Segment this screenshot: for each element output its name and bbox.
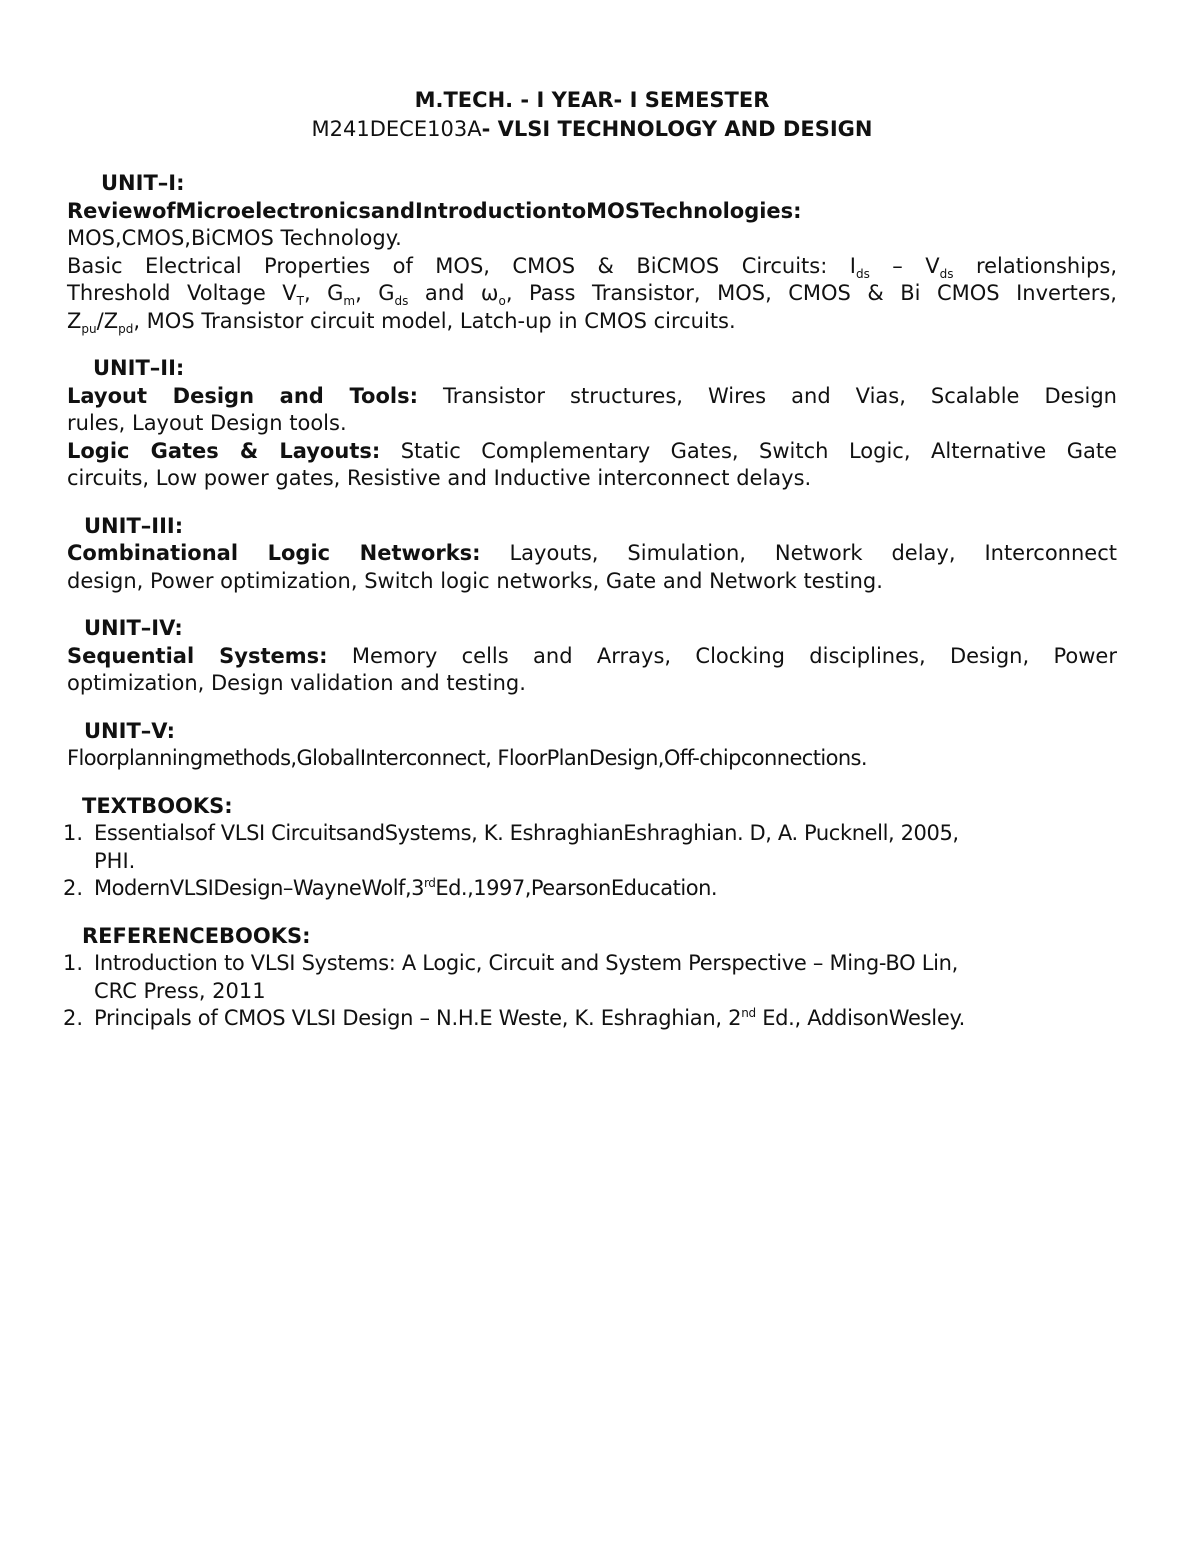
- unit-line: [67, 280, 1117, 308]
- subscript: o: [498, 294, 506, 309]
- text: ModernVLSIDesign–WayneWolf,3: [94, 876, 424, 900]
- text: PHI.: [94, 848, 136, 873]
- list-item: [63, 875, 1117, 903]
- course-code: M241DECE103A: [311, 117, 482, 141]
- unit-heading: UNIT–V:: [84, 718, 175, 743]
- subscript: m: [343, 294, 356, 309]
- unit-heading: UNIT–I:: [101, 171, 185, 195]
- text: Basic Electrical Properties of MOS, CMOS & BiCMOS Circuits: I: [67, 253, 856, 278]
- subscript: ds: [855, 266, 870, 281]
- list-item: [63, 950, 1117, 1005]
- text: Z: [67, 308, 82, 333]
- text: , G: [303, 281, 344, 305]
- syllabus-page: [63, 86, 1117, 1033]
- text: Introduction to VLSI Systems: A Logic, Circuit and System Perspective – Ming-BO Lin,: [94, 951, 959, 975]
- superscript: rd: [423, 876, 436, 890]
- subscript: ds: [939, 266, 954, 281]
- text: Ed.,1997,PearsonEducation.: [435, 876, 718, 900]
- unit-line: [67, 643, 1117, 671]
- subscript: pd: [118, 321, 134, 336]
- text: Principals of CMOS VLSI Design – N.H.E Weste, K. Eshraghian, 2: [94, 1006, 742, 1030]
- list-number: 1.: [63, 821, 84, 845]
- text: Threshold Voltage V: [67, 281, 297, 305]
- section-heading: TEXTBOOKS:: [82, 793, 233, 818]
- text: Ed., AddisonWesley.: [755, 1006, 965, 1030]
- unit-topic: ReviewofMicroelectronicsandIntroductiontoMOSTechnologies:: [67, 198, 802, 223]
- topic-title: Combinational Logic Networks:: [67, 541, 481, 565]
- text: Memory cells and Arrays, Clocking disciplines, Design, Power: [327, 643, 1117, 668]
- unit-line: circuits, Low power gates, Resistive and Inductive interconnect delays.: [67, 466, 812, 490]
- text: , Pass Transistor, MOS, CMOS & Bi CMOS Inverters,: [505, 281, 1117, 305]
- text: Essentialsof VLSI CircuitsandSystems, K. EshraghianEshraghian. D, A. Pucknell, 2005,: [94, 821, 959, 845]
- unit-line: [67, 383, 1117, 411]
- unit-line: [67, 540, 1117, 568]
- list-number: 2.: [63, 1006, 84, 1030]
- unit-line: design, Power optimization, Switch logic networks, Gate and Network testing.: [67, 568, 883, 593]
- list-number: 1.: [63, 951, 84, 975]
- unit-4: [67, 615, 1117, 698]
- text: – V: [869, 253, 940, 278]
- unit-5: [67, 718, 1117, 773]
- text: , G: [355, 281, 395, 305]
- subscript: T: [296, 294, 304, 309]
- references-section: [63, 923, 1117, 1033]
- text: Static Complementary Gates, Switch Logic, Alternative Gate: [380, 438, 1117, 463]
- text: and ω: [408, 281, 499, 305]
- unit-line: optimization, Design validation and testing.: [67, 671, 526, 695]
- unit-heading: UNIT–IV:: [84, 616, 183, 640]
- unit-1: [67, 170, 1117, 335]
- text: , MOS Transistor circuit model, Latch-up in CMOS circuits.: [133, 308, 736, 333]
- unit-2: [67, 355, 1117, 493]
- subscript: ds: [394, 294, 409, 309]
- text: /Z: [96, 308, 119, 333]
- doc-title: M.TECH. - I YEAR- I SEMESTER: [414, 88, 770, 112]
- topic-title: Logic Gates & Layouts:: [67, 438, 381, 463]
- text: Layouts, Simulation, Network delay, Interconnect: [480, 541, 1117, 565]
- unit-line: Floorplanningmethods,GlobalInterconnect, FloorPlanDesign,Off-chipconnections.: [67, 746, 867, 770]
- topic-title: Layout Design and Tools:: [67, 383, 418, 408]
- unit-line: MOS,CMOS,BiCMOS Technology.: [67, 226, 402, 250]
- text: relationships,: [953, 253, 1117, 278]
- topic-title: Sequential Systems:: [67, 643, 328, 668]
- superscript: nd: [741, 1006, 756, 1020]
- unit-heading: UNIT–III:: [84, 513, 184, 538]
- subscript: pu: [81, 321, 97, 336]
- unit-line: [67, 308, 1117, 336]
- section-heading: REFERENCEBOOKS:: [82, 923, 311, 948]
- unit-line: [67, 438, 1117, 466]
- unit-3: [67, 513, 1117, 596]
- text: CRC Press, 2011: [94, 978, 266, 1003]
- unit-line: rules, Layout Design tools.: [67, 411, 347, 435]
- textbooks-section: [63, 793, 1117, 903]
- course-name: - VLSI TECHNOLOGY AND DESIGN: [481, 117, 873, 141]
- doc-header: [67, 86, 1117, 144]
- unit-line: [67, 253, 1117, 281]
- text: Transistor structures, Wires and Vias, Scalable Design: [417, 383, 1117, 408]
- list-item: [63, 820, 1117, 875]
- list-item: [63, 1005, 1117, 1033]
- doc-subtitle: [67, 115, 1117, 144]
- list-number: 2.: [63, 876, 84, 900]
- unit-heading: UNIT–II:: [93, 356, 185, 380]
